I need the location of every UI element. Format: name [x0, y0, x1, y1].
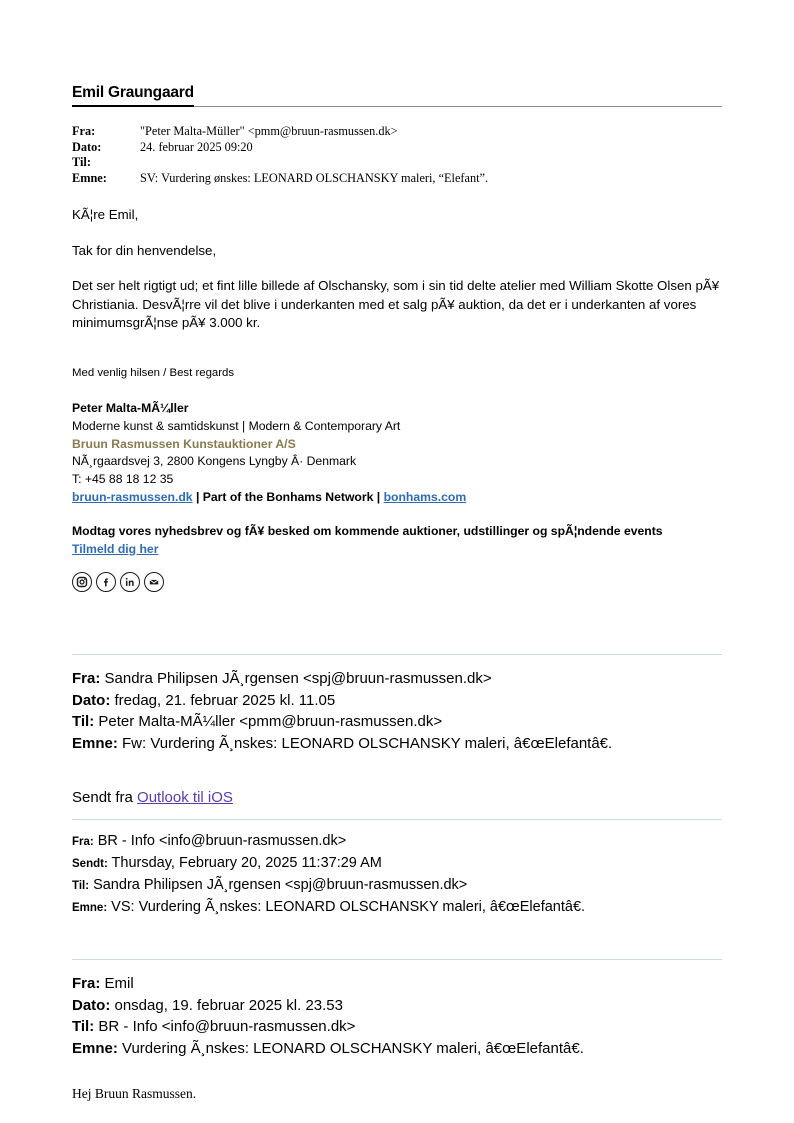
- quote2-row-date: [72, 853, 722, 875]
- body-thanks: Tak for din henvendelse,: [72, 242, 217, 258]
- quote3-value-date: onsdag, 19. februar 2025 kl. 23.53: [110, 996, 343, 1014]
- header-row-to: [72, 155, 488, 171]
- quote2-value-from: BR - Info <info@bruun-rasmussen.dk>: [93, 833, 347, 850]
- header-label-to: Til:: [72, 155, 91, 170]
- newsletter-callout: [72, 523, 692, 558]
- quote1-row-subject: [72, 733, 722, 755]
- quote2-label-date: Sendt:: [72, 858, 108, 871]
- quote1-label-to: Til:: [72, 713, 95, 731]
- quote3-label-subject: Emne:: [72, 1039, 118, 1057]
- header-label-date: Dato:: [72, 139, 102, 154]
- closing-text: Hej Bruun Rasmussen.: [72, 1086, 197, 1102]
- facebook-icon[interactable]: [96, 572, 116, 592]
- page-title-wrap: [72, 84, 722, 107]
- quote1-label-subject: Emne:: [72, 734, 118, 752]
- header-value-date: 24. februar 2025 09:20: [140, 139, 253, 154]
- quote2-value-to: Sandra Philipsen JÃ¸rgensen <spj@bruun-rasmussen.dk>: [89, 877, 468, 894]
- quote3-value-to: BR - Info <info@bruun-rasmussen.dk>: [94, 1018, 356, 1036]
- signature-address: NÃ¸rgaardsvej 3, 2800 Kongens Lyngby Â· Denmark: [72, 454, 357, 469]
- quote2-row-to: [72, 875, 722, 897]
- signature-network-text: | Part of the Bonhams Network |: [192, 490, 384, 505]
- quote2-label-subject: Emne:: [72, 902, 108, 915]
- header-row-subject: [72, 171, 488, 187]
- header-row-date: [72, 140, 488, 156]
- header-value-from: "Peter Malta-Müller" <pmm@bruun-rasmussen.dk>: [140, 124, 398, 138]
- quote3-label-date: Dato:: [72, 996, 111, 1014]
- signature-phone: T: +45 88 18 12 35: [72, 471, 174, 486]
- quote2-row-subject: [72, 897, 722, 919]
- quoted-message-3: [72, 959, 722, 1059]
- quoted-message-1: [72, 654, 722, 754]
- signature-role: Moderne kunst & samtidskunst | Modern & Contemporary Art: [72, 419, 401, 434]
- email-header-table: [72, 124, 488, 186]
- quoted-message-2: [72, 819, 722, 919]
- linkedin-icon[interactable]: [120, 572, 140, 592]
- quote2-value-subject: VS: Vurdering Ã¸nskes: LEONARD OLSCHANSKY maleri, â€œElefantâ€.: [107, 899, 586, 916]
- quote3-value-subject: Vurdering Ã¸nskes: LEONARD OLSCHANSKY maleri, â€œElefantâ€.: [117, 1039, 584, 1057]
- signature-name: Peter Malta-MÃ¼ller: [72, 401, 189, 416]
- quote2-headers: [72, 831, 722, 919]
- quote1-row-date: [72, 690, 722, 712]
- header-label-from: Fra:: [72, 124, 96, 138]
- quote-divider-1: [72, 654, 722, 655]
- quote3-row-subject: [72, 1038, 722, 1060]
- email-content: [72, 84, 722, 1103]
- newsletter-text: Modtag vores nyhedsbrev og fÃ¥ besked om kommende auktioner, udstillinger og spÃ¦ndende events: [72, 524, 663, 539]
- header-value-subject: SV: Vurdering ønskes: LEONARD OLSCHANSKY maleri, “Elefant”.: [140, 170, 489, 185]
- header-value-to: [140, 155, 488, 171]
- link-bonhams[interactable]: bonhams.com: [383, 490, 467, 505]
- sent-from-prefix: Sendt fra: [72, 789, 138, 807]
- quote1-value-to: Peter Malta-MÃ¼ller <pmm@bruun-rasmussen.dk>: [94, 713, 443, 731]
- quote3-headers: [72, 973, 722, 1059]
- quote1-value-subject: Fw: Vurdering Ã¸nskes: LEONARD OLSCHANSKY maleri, â€œElefantâ€.: [117, 734, 613, 752]
- instagram-icon[interactable]: [72, 572, 92, 592]
- message-body: [72, 206, 722, 333]
- body-greeting: KÃ¦re Emil,: [72, 207, 139, 223]
- header-row-from: [72, 124, 488, 140]
- quote1-row-to: [72, 711, 722, 733]
- quote3-row-date: [72, 995, 722, 1017]
- body-paragraph: Det ser helt rigtigt ud; et fint lille billede af Olschansky, som i sin tid delte atelier med William Skotte Olsen pÃ¥ Christiania. DesvÃ¦rre vil det blive i underkanten med et salg pÃ¥ auktion, da det er i underkanten af vores minimumsgrÃ¦nse pÃ¥ 3.000 kr.: [72, 278, 720, 331]
- signature-block: [72, 365, 722, 507]
- signature-regards: Med venlig hilsen / Best regards: [72, 366, 235, 379]
- quote3-row-to: [72, 1016, 722, 1038]
- header-label-subject: Emne:: [72, 170, 107, 185]
- link-bruun-rasmussen[interactable]: bruun-rasmussen.dk: [72, 490, 193, 505]
- quote-divider-3: [72, 959, 722, 960]
- quote2-label-to: Til:: [72, 880, 90, 893]
- quote3-row-from: [72, 973, 722, 995]
- quote1-label-date: Dato:: [72, 691, 111, 709]
- outlook-ios-link[interactable]: Outlook til iOS: [137, 789, 233, 807]
- sent-from-line: [72, 787, 722, 808]
- social-icon-row: [72, 572, 722, 592]
- quote1-row-from: [72, 668, 722, 690]
- newsletter-signup-link[interactable]: Tilmeld dig her: [72, 541, 159, 556]
- quote3-label-from: Fra:: [72, 975, 101, 993]
- quote1-value-from: Sandra Philipsen JÃ¸rgensen <spj@bruun-rasmussen.dk>: [100, 670, 492, 688]
- quote1-value-date: fredag, 21. februar 2025 kl. 11.05: [110, 691, 336, 709]
- quote-divider-2: [72, 819, 722, 820]
- quote3-value-from: Emil: [100, 975, 134, 993]
- quote3-label-to: Til:: [72, 1018, 95, 1036]
- quote2-value-date: Thursday, February 20, 2025 11:37:29 AM: [107, 855, 382, 872]
- quote2-row-from: [72, 831, 722, 853]
- quote1-headers: [72, 668, 722, 754]
- quote1-label-from: Fra:: [72, 670, 101, 688]
- signature-company: Bruun Rasmussen Kunstauktioner A/S: [72, 436, 296, 451]
- quote2-label-from: Fra:: [72, 836, 94, 849]
- page-title: Emil Graungaard: [72, 84, 194, 107]
- email-icon[interactable]: [144, 572, 164, 592]
- signature-weblinks: [72, 489, 722, 507]
